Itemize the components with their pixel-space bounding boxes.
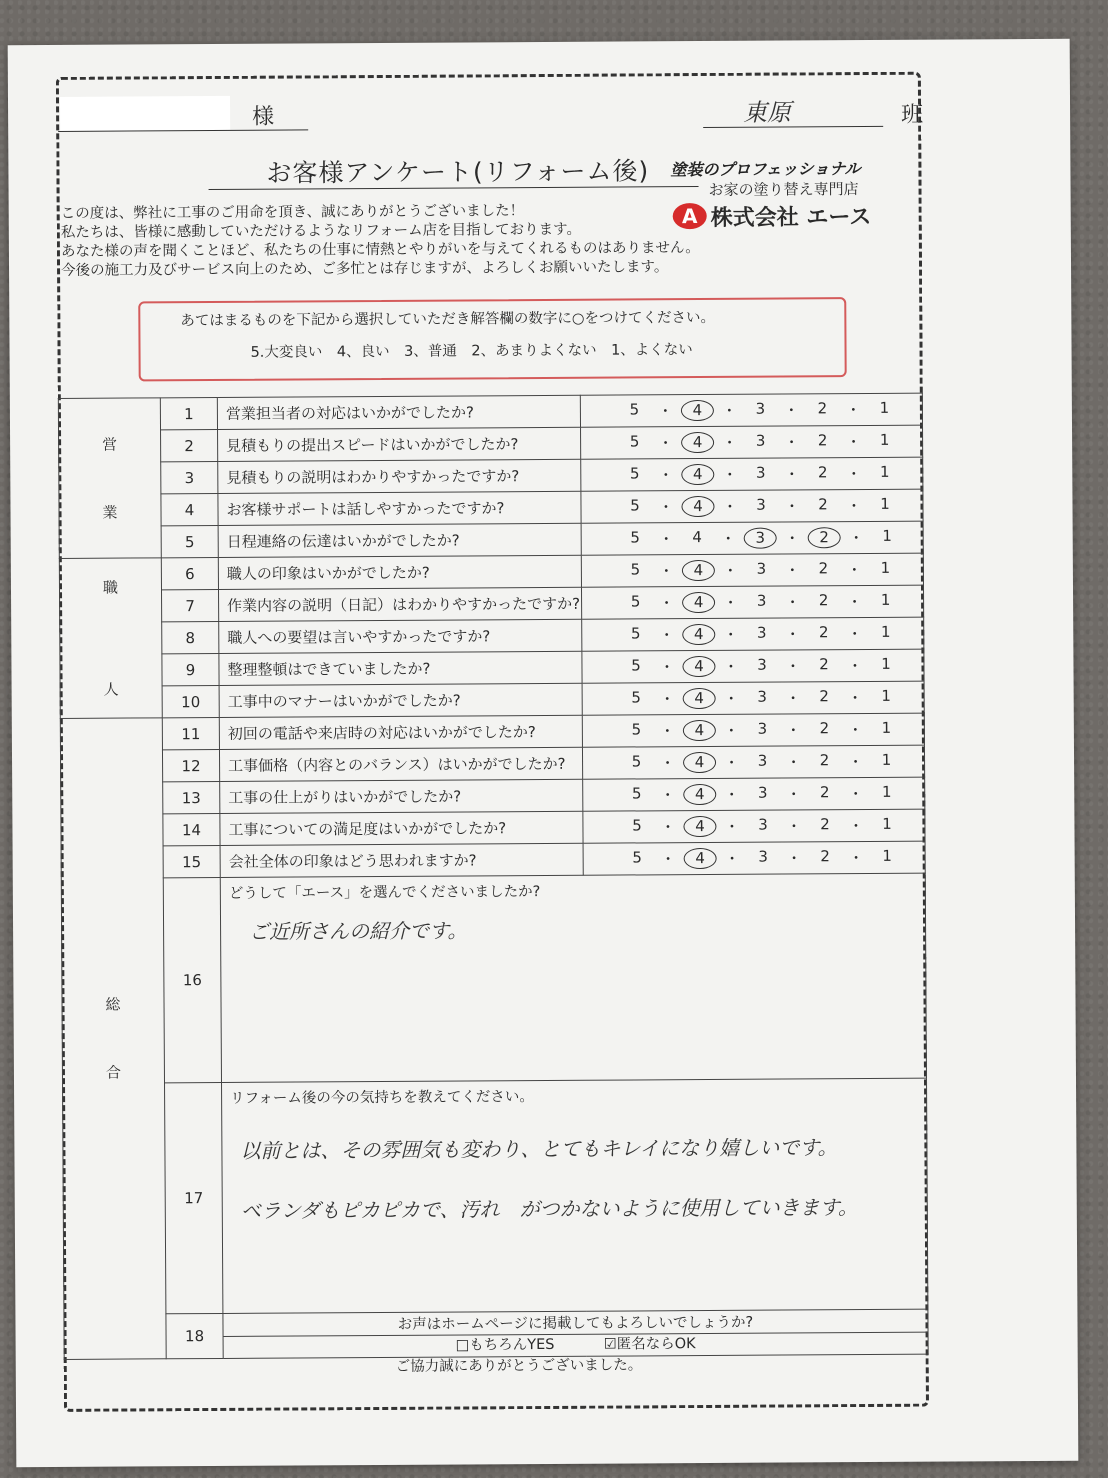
score-option-5[interactable]: 5	[630, 496, 640, 515]
score-separator: ・	[660, 786, 676, 805]
option-anonymous-checkbox[interactable]: ☑匿名ならOK	[603, 1335, 696, 1353]
score-option-5[interactable]: 5	[630, 624, 641, 643]
score-separator: ・	[784, 561, 800, 580]
score-separator: ・	[848, 785, 864, 804]
score-option-5[interactable]: 5	[631, 752, 642, 771]
score-separator: ・	[784, 529, 800, 548]
score-options[interactable]	[582, 617, 924, 651]
question-number: 18	[166, 1313, 223, 1358]
question-text: 職人の印象はいかがでしたか?	[218, 555, 581, 589]
question-text: 工事についての満足度はいかがでしたか?	[220, 811, 583, 845]
score-options[interactable]	[581, 489, 923, 523]
score-scale	[621, 751, 924, 774]
score-scale	[620, 591, 923, 614]
svg-text:A: A	[681, 204, 698, 229]
score-option-1[interactable]: 1	[879, 398, 890, 417]
score-separator: ・	[723, 593, 739, 612]
question-number: 3	[161, 461, 218, 493]
score-option-5[interactable]: 5	[631, 688, 641, 707]
score-option-4[interactable]: 4	[681, 464, 714, 485]
score-separator: ・	[723, 689, 739, 708]
score-separator: ・	[659, 722, 675, 741]
question-number: 17	[165, 1082, 223, 1313]
score-scale	[622, 847, 925, 870]
company-logo-icon	[671, 201, 709, 235]
score-option-2[interactable]: 2	[818, 559, 829, 578]
table-row	[59, 457, 923, 494]
score-separator: ・	[785, 625, 801, 644]
score-scale	[621, 815, 924, 838]
score-option-4[interactable]: 4	[682, 592, 715, 613]
score-option-3[interactable]: 3	[756, 559, 767, 578]
score-option-5[interactable]: 5	[630, 592, 641, 611]
team-label: 班	[901, 102, 924, 128]
score-option-4[interactable]: 4	[681, 496, 714, 517]
question-text: 職人への要望は言いやすかったですか?	[219, 619, 582, 653]
score-option-4[interactable]: 4	[682, 560, 715, 581]
question-number: 15	[163, 845, 220, 877]
score-scale	[619, 399, 922, 422]
score-option-4[interactable]: 4	[692, 528, 703, 547]
question-number: 12	[162, 749, 219, 781]
score-separator: ・	[721, 401, 737, 420]
table-row	[61, 777, 925, 814]
category-overall: 総 合	[60, 718, 166, 1360]
page-title: お客様アンケート(リフォーム後)	[266, 156, 650, 188]
handwritten-answer: ご近所さんの紹介です。	[249, 918, 468, 944]
score-option-5[interactable]: 5	[631, 656, 641, 675]
score-separator: ・	[722, 433, 738, 452]
score-option-5[interactable]: 5	[630, 560, 641, 579]
question-text: 初回の電話や来店時の対応はいかがでしたか?	[219, 715, 582, 749]
score-separator: ・	[785, 593, 801, 612]
score-option-2[interactable]: 2	[817, 463, 828, 482]
score-separator: ・	[846, 465, 862, 484]
score-scale	[619, 463, 922, 486]
score-options[interactable]	[582, 713, 924, 747]
question-number: 4	[161, 493, 218, 525]
score-separator: ・	[657, 402, 673, 421]
score-separator: ・	[847, 593, 863, 612]
score-option-5[interactable]: 5	[632, 816, 642, 835]
question-number: 7	[161, 589, 218, 621]
score-separator: ・	[845, 401, 861, 420]
category-craftsman: 職 人	[59, 558, 162, 719]
company-tagline: 塗装のプロフェッショナル	[670, 159, 861, 180]
table-row	[60, 681, 924, 718]
score-option-3[interactable]: 3	[755, 463, 766, 482]
score-separator: ・	[720, 529, 736, 548]
table-row	[61, 809, 925, 846]
score-separator: ・	[785, 721, 801, 740]
score-separator: ・	[658, 434, 674, 453]
table-row	[58, 393, 922, 430]
score-options[interactable]	[581, 425, 923, 459]
question-text: リフォーム後の今の気持ちを教えてください。	[230, 1089, 534, 1107]
score-option-1[interactable]: 1	[879, 462, 890, 481]
score-option-5[interactable]: 5	[629, 464, 640, 483]
score-scale	[621, 719, 924, 742]
question-number: 8	[162, 621, 219, 653]
score-scale	[620, 559, 923, 582]
table-row	[59, 553, 923, 590]
score-option-3[interactable]: 3	[755, 431, 766, 450]
score-separator: ・	[658, 562, 674, 581]
score-option-3[interactable]: 3	[757, 719, 768, 738]
score-options[interactable]	[580, 393, 922, 427]
score-separator: ・	[724, 785, 740, 804]
score-options[interactable]	[581, 457, 923, 491]
score-separator: ・	[847, 689, 863, 708]
score-option-2[interactable]: 2	[820, 847, 830, 866]
intro-line-4: 今後の施工力及びサービス向上のため、ご多忙とは存じますが、よろしくお願いいたします。	[60, 259, 669, 279]
survey-sheet	[8, 39, 1079, 1467]
intro-line-2: 私たちは、皆様に感動していただけるようなリフォーム店を目指しております。	[60, 221, 581, 241]
score-option-3[interactable]: 3	[744, 528, 777, 549]
redacted-customer-name	[60, 96, 230, 131]
footer-thanks: ご協力誠にありがとうございました。	[395, 1357, 643, 1375]
score-separator: ・	[659, 626, 675, 645]
score-scale	[620, 623, 923, 646]
question-text: どうして「エース」を選んでくださいましたか?	[228, 884, 541, 902]
score-option-4[interactable]: 4	[683, 816, 716, 837]
score-option-1[interactable]: 1	[881, 654, 891, 673]
score-options[interactable]	[582, 649, 924, 683]
score-option-1[interactable]: 1	[880, 622, 891, 641]
question-number: 14	[163, 813, 220, 845]
score-option-2[interactable]: 2	[819, 655, 829, 674]
question-text: 作業内容の説明（日記）はわかりやすかったですか?	[218, 587, 581, 621]
score-separator: ・	[723, 657, 739, 676]
score-option-5[interactable]: 5	[629, 432, 640, 451]
score-option-3[interactable]: 3	[757, 783, 768, 802]
question-number: 9	[162, 653, 219, 685]
question-number: 16	[163, 877, 221, 1082]
score-option-4[interactable]: 4	[681, 400, 714, 421]
table-row	[59, 585, 923, 622]
score-option-4[interactable]: 4	[683, 720, 716, 741]
survey-table	[58, 393, 929, 1360]
score-option-5[interactable]: 5	[632, 848, 642, 867]
score-separator: ・	[848, 817, 864, 836]
score-separator: ・	[786, 817, 802, 836]
score-option-4[interactable]: 4	[682, 656, 715, 677]
score-separator: ・	[659, 594, 675, 613]
score-options[interactable]	[581, 585, 923, 619]
score-separator: ・	[846, 497, 862, 516]
score-option-5[interactable]: 5	[631, 720, 642, 739]
table-row	[60, 745, 924, 782]
score-separator: ・	[658, 530, 674, 549]
score-option-3[interactable]: 3	[756, 495, 766, 514]
question-text: 見積もりの提出スピードはいかがでしたか?	[218, 427, 581, 461]
score-option-1[interactable]: 1	[880, 494, 890, 513]
company-subtitle: お家の塗り替え専門店	[708, 180, 859, 199]
score-separator: ・	[660, 818, 676, 837]
score-option-2[interactable]: 2	[819, 783, 830, 802]
score-separator: ・	[848, 849, 864, 868]
score-option-5[interactable]: 5	[630, 528, 641, 547]
score-separator: ・	[723, 625, 739, 644]
score-options[interactable]	[583, 777, 925, 811]
score-scale	[619, 431, 922, 454]
instruction-box	[138, 297, 846, 381]
question-number: 6	[161, 557, 218, 589]
question-text: お声はホームページに掲載してもよろしいでしょうか?	[397, 1314, 754, 1333]
score-option-2[interactable]: 2	[818, 623, 829, 642]
score-separator: ・	[724, 817, 740, 836]
question-number: 5	[161, 525, 218, 557]
score-option-1[interactable]: 1	[879, 430, 890, 449]
score-option-1[interactable]: 1	[882, 526, 893, 545]
score-separator: ・	[847, 753, 864, 772]
score-option-4[interactable]: 4	[683, 752, 716, 773]
score-option-2[interactable]: 2	[818, 591, 829, 610]
score-separator: ・	[722, 561, 738, 580]
score-separator: ・	[784, 497, 800, 516]
score-option-2[interactable]: 2	[817, 431, 828, 450]
score-options[interactable]	[581, 521, 923, 555]
score-separator: ・	[724, 849, 740, 868]
score-option-3[interactable]: 3	[757, 687, 767, 706]
question-text: 営業担当者の対応はいかがでしたか?	[217, 395, 580, 429]
score-separator: ・	[785, 657, 801, 676]
consent-question	[223, 1309, 928, 1358]
score-option-2[interactable]: 2	[820, 815, 830, 834]
score-options[interactable]	[582, 681, 924, 715]
score-option-1[interactable]: 1	[882, 846, 892, 865]
intro-line-1: この度は、弊社に工事のご用命を頂き、誠にありがとうございました！	[60, 203, 525, 222]
table-row	[60, 713, 924, 750]
table-row	[61, 873, 926, 1083]
table-row	[59, 425, 923, 462]
handwritten-answer-line-2: ベランダもピカピカで、汚れ がつかないように使用していきます。	[240, 1195, 859, 1223]
table-row	[60, 617, 924, 654]
option-yes-checkbox[interactable]: □もちろんYES	[455, 1336, 555, 1354]
score-options[interactable]	[581, 553, 923, 587]
question-text: 整理整頓はできていましたか?	[219, 651, 582, 685]
score-scale	[619, 495, 922, 518]
score-scale	[620, 655, 923, 678]
score-separator: ・	[660, 850, 676, 869]
score-separator: ・	[722, 465, 738, 484]
score-option-5[interactable]: 5	[629, 400, 640, 419]
score-separator: ・	[785, 753, 802, 772]
table-row	[63, 1078, 928, 1314]
score-separator: ・	[659, 754, 676, 773]
question-number: 10	[162, 685, 219, 717]
score-scale	[620, 527, 923, 550]
score-separator: ・	[723, 753, 740, 772]
score-option-3[interactable]: 3	[758, 815, 768, 834]
score-option-4[interactable]: 4	[683, 784, 716, 805]
table-row	[64, 1309, 928, 1359]
score-option-5[interactable]: 5	[631, 784, 642, 803]
score-option-1[interactable]: 1	[882, 814, 892, 833]
question-text: 工事価格（内容とのバランス）はいかがでしたか?	[219, 747, 582, 781]
score-option-4[interactable]: 4	[684, 848, 717, 869]
open-answer-17[interactable]	[222, 1078, 928, 1313]
score-separator: ・	[722, 497, 738, 516]
score-separator: ・	[784, 465, 800, 484]
consent-options	[224, 1331, 928, 1356]
score-separator: ・	[847, 625, 863, 644]
score-separator: ・	[785, 689, 801, 708]
team-name-handwritten: 東原	[743, 98, 792, 127]
instruction-text: あてはまるものを下記から選択していただき解答欄の数字に○をつけてください。	[180, 309, 716, 330]
rating-scale-legend: 5.大変良い 4、良い 3、普通 2、あまりよくない 1、よくない	[250, 342, 693, 361]
score-separator: ・	[659, 658, 675, 677]
score-option-2[interactable]: 2	[808, 527, 841, 548]
score-separator: ・	[847, 657, 863, 676]
score-separator: ・	[659, 690, 675, 709]
intro-line-3: あなた様の声を聞くことほど、私たちの仕事に情熱とやりがいを与えてくれるものはありません。	[60, 240, 700, 260]
score-option-1[interactable]: 1	[880, 558, 891, 577]
score-options[interactable]	[583, 809, 925, 843]
table-row	[61, 841, 925, 878]
score-separator: ・	[786, 849, 802, 868]
score-separator: ・	[846, 433, 862, 452]
score-separator: ・	[658, 466, 674, 485]
score-separator: ・	[848, 529, 864, 548]
score-options[interactable]	[582, 745, 924, 779]
score-option-4[interactable]: 4	[681, 432, 714, 453]
question-text: 日程連絡の伝達はいかがでしたか?	[218, 523, 581, 557]
score-option-4[interactable]: 4	[683, 688, 716, 709]
score-separator: ・	[846, 561, 862, 580]
score-option-3[interactable]: 3	[758, 847, 768, 866]
score-scale	[621, 687, 924, 710]
handwritten-answer-line-1: 以前とは、その雰囲気も変わり、とてもキレイになり嬉しいです。	[240, 1135, 838, 1163]
question-number: 11	[162, 717, 219, 749]
table-row	[60, 649, 924, 686]
score-option-1[interactable]: 1	[881, 750, 892, 769]
score-option-4[interactable]: 4	[682, 624, 715, 645]
question-text: 見積もりの説明はわかりやすかったですか?	[218, 459, 581, 493]
question-text: お客様サポートは話しやすかったですか?	[218, 491, 581, 525]
score-option-2[interactable]: 2	[819, 751, 830, 770]
score-separator: ・	[784, 433, 800, 452]
table-row	[59, 521, 923, 558]
question-text: 工事の仕上がりはいかがでしたか?	[220, 779, 583, 813]
score-option-3[interactable]: 3	[755, 399, 766, 418]
score-option-2[interactable]: 2	[819, 687, 829, 706]
score-separator: ・	[786, 785, 802, 804]
score-separator: ・	[658, 498, 674, 517]
question-number: 1	[160, 397, 217, 429]
score-option-3[interactable]: 3	[757, 655, 767, 674]
question-text: 工事中のマナーはいかがでしたか?	[219, 683, 582, 717]
score-separator: ・	[783, 401, 799, 420]
score-options[interactable]	[583, 841, 925, 875]
score-option-1[interactable]: 1	[881, 782, 892, 801]
question-number: 2	[161, 429, 218, 461]
question-text: 会社全体の印象はどう思われますか?	[220, 843, 583, 877]
score-option-1[interactable]: 1	[881, 718, 892, 737]
score-separator: ・	[847, 721, 863, 740]
open-answer-16[interactable]	[220, 873, 926, 1082]
score-scale	[621, 783, 924, 806]
category-sales: 営 業	[58, 398, 161, 559]
score-option-2[interactable]: 2	[817, 399, 828, 418]
score-option-1[interactable]: 1	[880, 590, 891, 609]
table-row	[59, 489, 923, 526]
score-separator: ・	[723, 721, 739, 740]
score-option-2[interactable]: 2	[819, 719, 830, 738]
score-option-3[interactable]: 3	[756, 623, 767, 642]
score-option-2[interactable]: 2	[818, 495, 828, 514]
score-option-3[interactable]: 3	[757, 751, 768, 770]
honorific-label: 様	[252, 104, 275, 130]
score-option-3[interactable]: 3	[756, 591, 767, 610]
question-number: 13	[163, 781, 220, 813]
company-name: 株式会社 エース	[710, 204, 872, 231]
score-option-1[interactable]: 1	[881, 686, 891, 705]
